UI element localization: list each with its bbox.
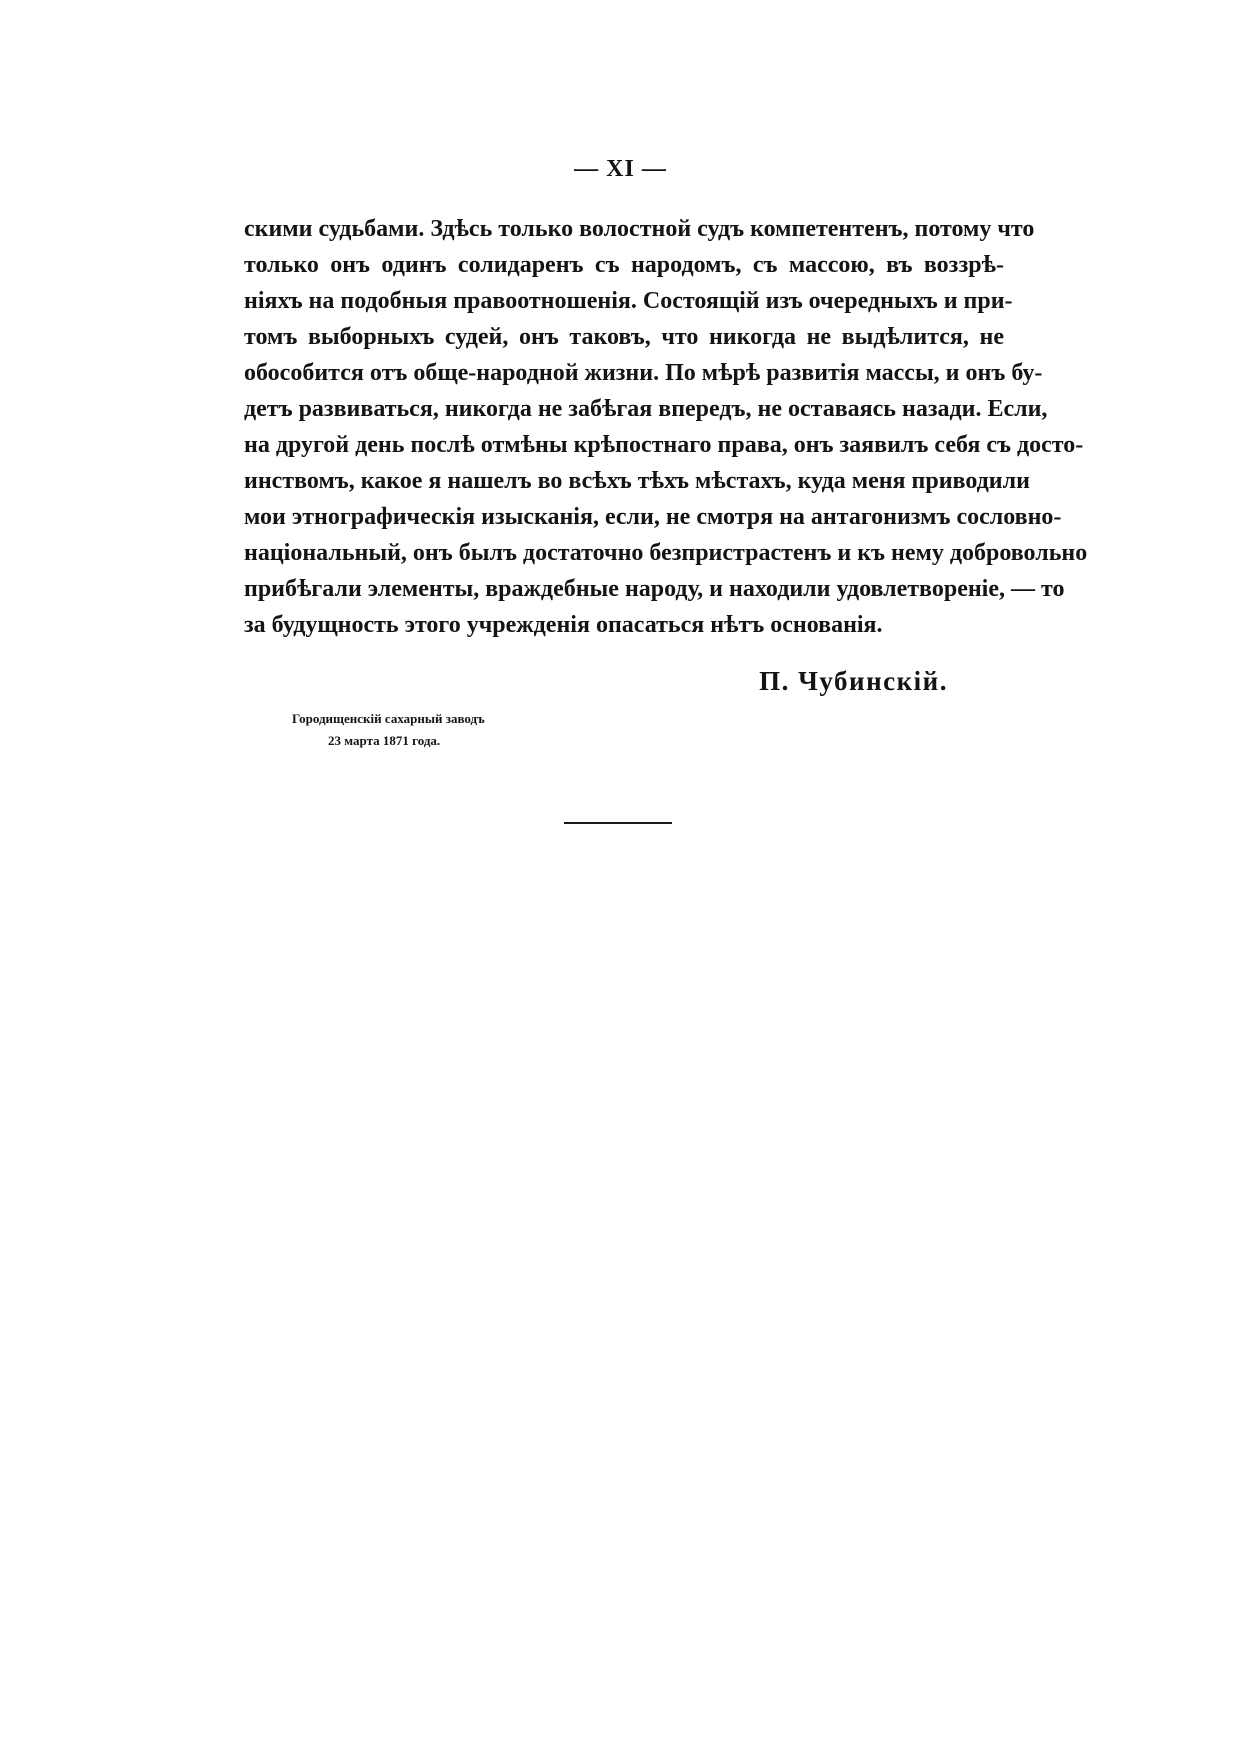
place-and-date bbox=[292, 708, 652, 752]
text-line: ніяхъ на подобныя правоотношенія. Состоящій изъ очередныхъ и при- bbox=[244, 288, 1013, 314]
text-line: скими судьбами. Здѣсь только волостной судъ компетентенъ, потому что bbox=[244, 216, 1035, 242]
place-line: Городищенскій сахарный заводъ bbox=[292, 711, 485, 726]
text-line: детъ развиваться, никогда не забѣгая впередъ, не оставаясь назади. Если, bbox=[244, 396, 1048, 422]
text-line: томъ выборныхъ судей, онъ таковъ, что никогда не выдѣлится, не bbox=[244, 324, 1004, 350]
text-line: національный, онъ былъ достаточно безпристрастенъ и къ нему добровольно bbox=[244, 540, 1088, 566]
page-number: — XI — bbox=[574, 156, 667, 182]
text-line: мои этнографическія изысканія, если, не смотря на антагонизмъ сословно- bbox=[244, 504, 1062, 530]
text-line: обособится отъ обще-народной жизни. По мѣрѣ развитія массы, и онъ бу- bbox=[244, 360, 1043, 386]
text-line-last: за будущность этого учрежденія опасаться нѣтъ основанія. bbox=[244, 612, 883, 638]
body-paragraph bbox=[244, 211, 1088, 643]
date-line: 23 марта 1871 года. bbox=[328, 733, 441, 748]
text-line: на другой день послѣ отмѣны крѣпостнаго права, онъ заявилъ себя съ досто- bbox=[244, 432, 1084, 458]
text-line: прибѣгали элементы, враждебные народу, и находили удовлетвореніе, — то bbox=[244, 576, 1065, 602]
text-line: инствомъ, какое я нашелъ во всѣхъ тѣхъ мѣстахъ, куда меня приводили bbox=[244, 468, 1030, 494]
text-line: только онъ одинъ солидаренъ съ народомъ, съ массою, въ воззрѣ- bbox=[244, 252, 1004, 278]
closing-divider bbox=[564, 822, 672, 824]
author-signature: П. Чубинскій. bbox=[759, 666, 948, 696]
